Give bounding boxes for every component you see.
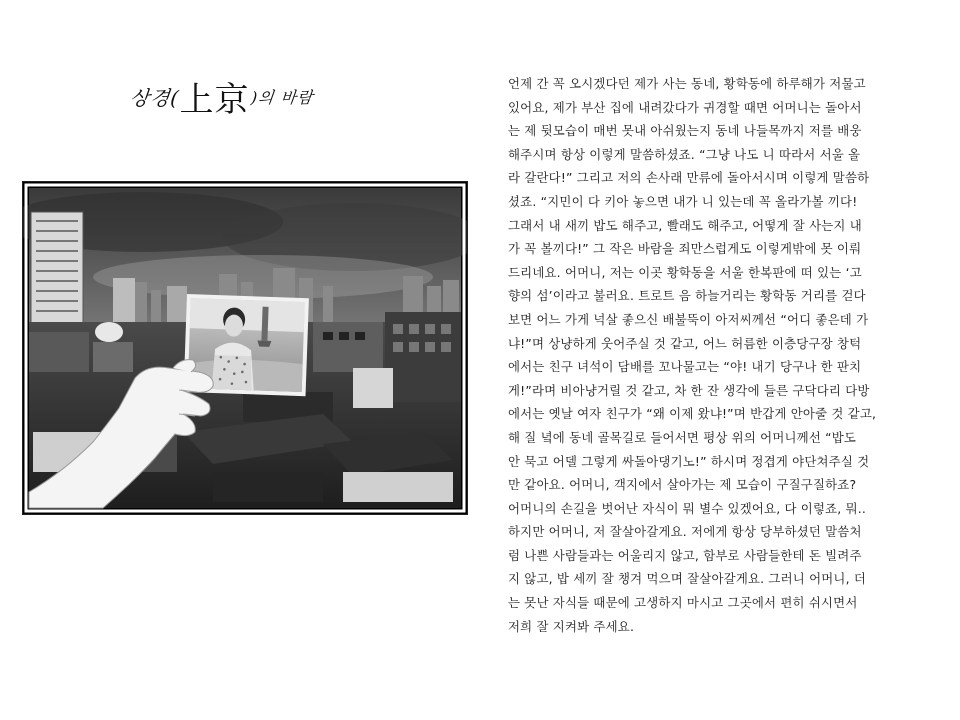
body-line: 냐!”며 상냥하게 웃어주실 것 같고, 어느 허름한 이층당구장 창턱: [508, 335, 862, 351]
water-tank: [95, 322, 123, 342]
body-line: 향의 섬’이라고 불러요. 트로트 음 하늘거리는 황학동 거리를 걷다: [508, 288, 866, 304]
cityscape-photo: [23, 182, 467, 514]
body-line: 라 갈란다!” 그리고 저의 손사래 만류에 돌아서시며 이렇게 말씀하: [508, 170, 870, 186]
body-line: 하지만 어머니, 저 잘살아갈게요. 저에게 항상 당부하셨던 말씀처: [508, 524, 862, 540]
title-hanja: 上京: [179, 79, 250, 120]
body-line: 럼 나쁜 사람들과는 어울리지 않고, 함부로 사람들한테 돈 빌려주: [508, 547, 862, 563]
body-line: 는 제 뒷모습이 매번 못내 아쉬웠는지 동네 나들목까지 저를 배웅: [508, 123, 862, 139]
body-line: 어머니의 손길을 벗어난 자식이 뭐 별수 있겠어요, 다 이렇죠, 뭐..: [508, 500, 867, 516]
body-line: 에서는 옛날 여자 친구가 “왜 이제 왔냐!”며 반갑게 안아줄 것 같고,: [508, 406, 877, 422]
body-line: 있어요, 제가 부산 집에 내려갔다가 귀경할 때면 어머니는 돌아서: [508, 99, 862, 115]
photo-illustration: [23, 182, 467, 514]
body-line: 에서는 친구 녀석이 담배를 꼬나물고는 “야! 내기 당구나 한 판치: [508, 359, 862, 375]
body-line: 해 질 녘에 동네 골목길로 들어서면 평상 위의 어머니께선 “밥도: [508, 429, 857, 445]
apartment-tower: [31, 212, 83, 324]
body-line: 는 못난 자식들 때문에 고생하지 마시고 그곳에서 편히 쉬시면서: [508, 595, 858, 611]
body-line: 그래서 내 새끼 밥도 해주고, 빨래도 해주고, 어떻게 잘 사는지 내: [508, 217, 862, 233]
body-line: 언제 간 꼭 오시겠다던 제가 사는 동네, 황학동에 하루해가 저물고: [508, 76, 866, 91]
body-line: 가 꼭 볼끼다!” 그 작은 바람을 죄만스럽게도 이렇게밖에 못 이뤄: [508, 241, 862, 257]
title-suffix: )의 바람: [250, 87, 316, 107]
body-line: 만 같아요. 어머니, 객지에서 살아가는 제 모습이 구질구질하죠?: [508, 477, 857, 493]
body-line: 셨죠. “지민이 다 키아 놓으면 내가 니 있는데 꼭 올라가볼 끼다!: [508, 193, 858, 209]
title-prefix: 상경(: [128, 85, 181, 110]
body-line: 해주시며 항상 이렇게 말씀하셨죠. “그냥 나도 니 따라서 서울 올: [508, 146, 861, 162]
body-line: 보면 어느 가게 넉살 좋으신 배불뚝이 아저씨께선 “어디 좋은데 가: [508, 311, 869, 327]
letter-body: [508, 72, 926, 638]
body-line: 저희 잘 지켜봐 주세요.: [508, 618, 635, 634]
body-line: 지 않고, 밥 세끼 잘 챙겨 먹으며 잘살아갈게요. 그러니 어머니, 더: [508, 571, 867, 587]
body-line: 드리네요. 어머니, 저는 이곳 황학동을 서울 한복판에 떠 있는 ‘고: [508, 264, 862, 280]
body-line: 안 묵고 어델 그렇게 싸돌아댕기노!” 하시며 정겹게 야단쳐주실 것: [508, 453, 870, 469]
body-line: 게!”라며 비아냥거릴 것 같고, 차 한 잔 생각에 들른 구닥다리 다방: [508, 382, 870, 398]
page-title: [130, 74, 430, 118]
